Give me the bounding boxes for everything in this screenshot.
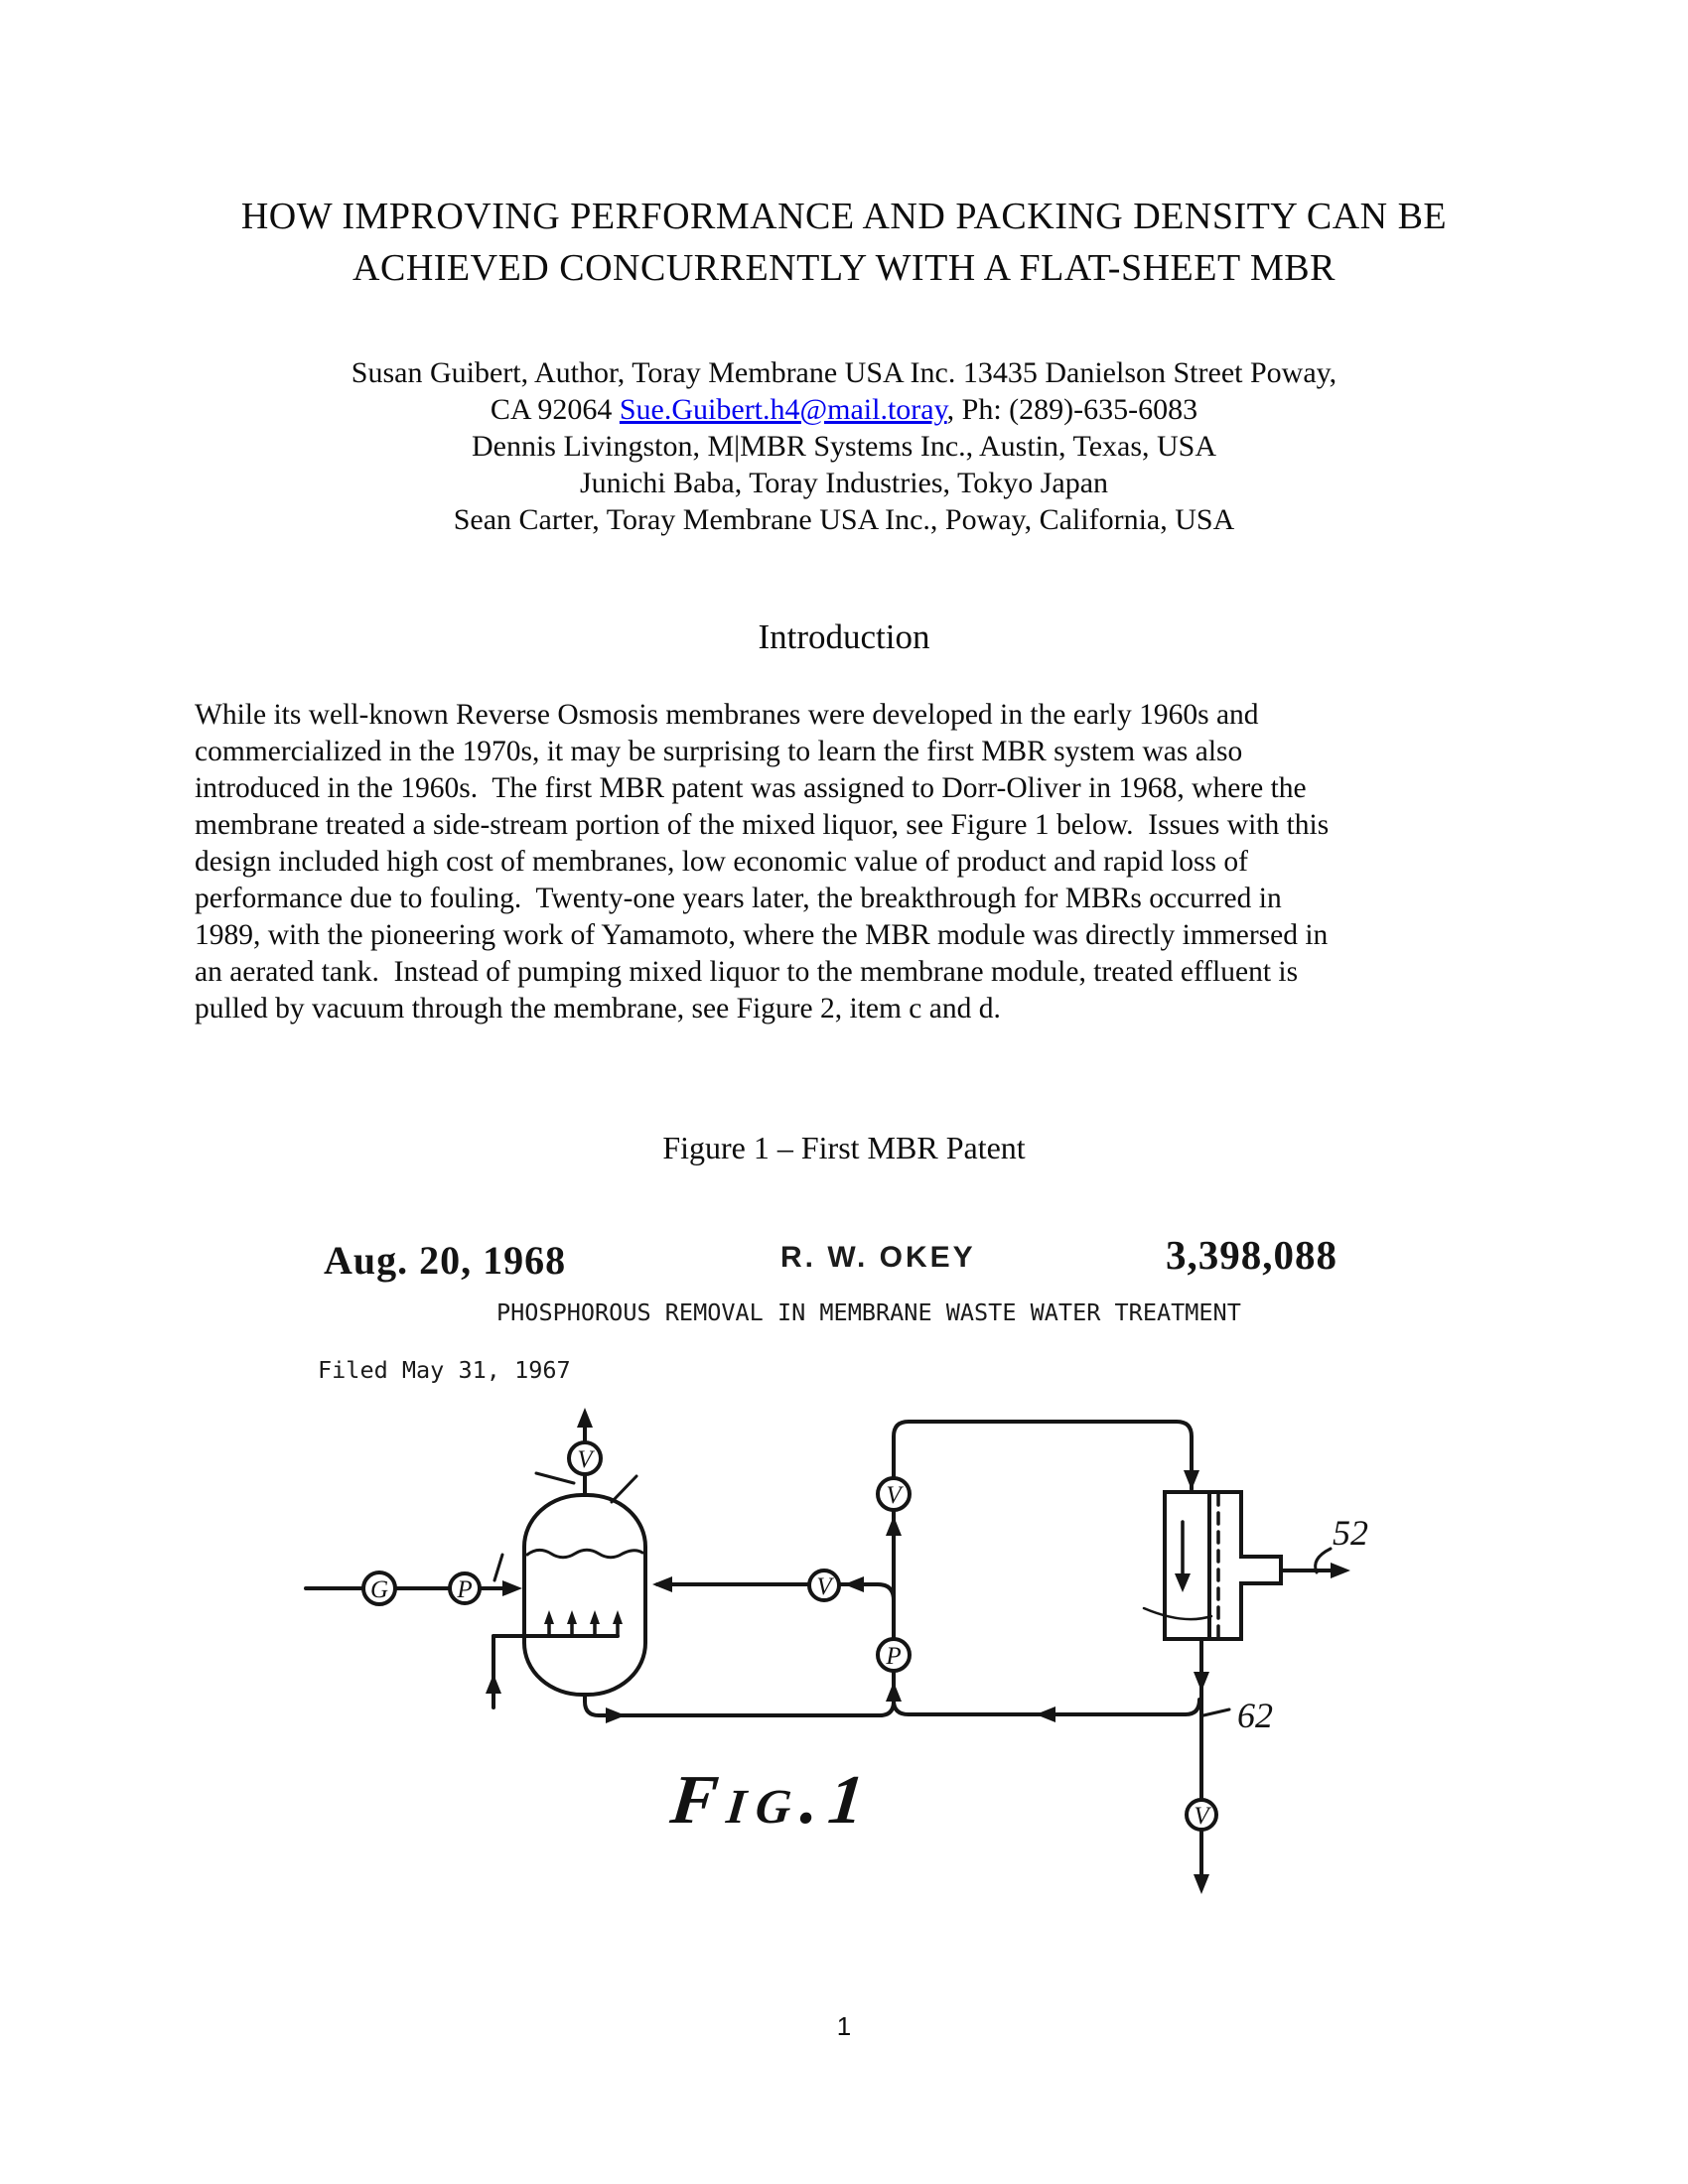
patent-number: 3,398,088 <box>1166 1232 1337 1278</box>
pump-symbol-letter: P <box>457 1576 473 1603</box>
introduction-paragraph <box>195 697 1515 1027</box>
aeration-tank <box>524 1495 645 1695</box>
author-line-4: Junichi Baba, Toray Industries, Tokyo Japan <box>579 467 1109 499</box>
author-line-2-suffix: , Ph: (289)-635-6083 <box>946 393 1198 426</box>
paragraph-line: membrane treated a side-stream portion of the mixed liquor, see Figure 1 below. Issues with this <box>195 809 1330 841</box>
paper-title-line2: ACHIEVED CONCURRENTLY WITH A FLAT-SHEET MBR <box>352 247 1336 289</box>
discharge-arrowhead-mid <box>1194 1672 1209 1692</box>
module-inlet-arrowhead <box>1184 1470 1199 1490</box>
patent-date: Aug. 20, 1968 <box>324 1238 567 1283</box>
vent-arrowhead <box>577 1408 593 1428</box>
riser-loop-line <box>894 1422 1192 1701</box>
ref-62-leader <box>1203 1709 1229 1715</box>
paper-title-line1: HOW IMPROVING PERFORMANCE AND PACKING DENSITY CAN BE <box>240 196 1448 237</box>
branch-arrowhead-tank <box>652 1576 672 1592</box>
tank-outlet-line <box>585 1693 894 1715</box>
ref-52-label: 52 <box>1333 1513 1368 1553</box>
patent-title: PHOSPHOROUS REMOVAL IN MEMBRANE WASTE WATER TREATMENT <box>496 1298 1241 1326</box>
author-line-3: Dennis Livingston, M|MBR Systems Inc., Austin, Texas, USA <box>471 430 1217 463</box>
author-block <box>0 354 1688 538</box>
valve-symbol-letter: V <box>816 1573 832 1600</box>
page-number: 1 <box>836 2011 852 2041</box>
author-line-2-prefix: CA 92064 <box>490 393 620 426</box>
tank-leader-left <box>536 1473 574 1483</box>
paragraph-line: commercialized in the 1970s, it may be surprising to learn the first MBR system was also <box>195 736 1243 767</box>
air-arrowhead <box>486 1674 501 1694</box>
gauge-symbol-letter: G <box>369 1576 389 1603</box>
valve-symbol-letter: V <box>577 1446 593 1473</box>
valve-symbol-letter: V <box>886 1482 902 1509</box>
patent-process-diagram <box>278 1390 1410 1906</box>
valve-symbol-letter: V <box>1194 1803 1209 1830</box>
paragraph-line: introduced in the 1960s. The first MBR patent was assigned to Dorr-Oliver in 1968, where the <box>195 772 1307 804</box>
return-arrowhead <box>1036 1706 1055 1722</box>
permeate-arrowhead <box>1331 1563 1350 1578</box>
paragraph-line: While its well-known Reverse Osmosis membranes were developed in the early 1960s and <box>195 699 1259 731</box>
discharge-arrowhead-end <box>1194 1874 1209 1894</box>
paragraph-line: design included high cost of membranes, low economic value of product and rapid loss of <box>195 846 1248 878</box>
patent-inventor: R. W. OKEY <box>780 1241 976 1274</box>
section-heading-introduction: Introduction <box>758 617 930 656</box>
feed-tick <box>494 1555 502 1580</box>
author-line-5: Sean Carter, Toray Membrane USA Inc., Poway, California, USA <box>453 503 1235 536</box>
ref-62-label: 62 <box>1237 1696 1273 1735</box>
patent-filed-date: Filed May 31, 1967 <box>318 1356 571 1384</box>
riser-arrowhead-lower <box>886 1682 902 1702</box>
riser-arrowhead-upper <box>886 1516 902 1536</box>
paper-title <box>0 191 1688 294</box>
branch-arrowhead-mid <box>844 1576 864 1592</box>
paragraph-line: pulled by vacuum through the membrane, see Figure 2, item c and d. <box>195 993 1001 1024</box>
outlet-arrowhead <box>606 1707 626 1723</box>
tank-leader-right <box>612 1476 636 1502</box>
author-line-2 <box>0 391 1688 428</box>
author-email-link[interactable]: Sue.Guibert.h4@mail.toray <box>619 393 947 426</box>
paragraph-line: performance due to fouling. Twenty-one years later, the breakthrough for MBRs occurred in <box>195 883 1282 914</box>
paragraph-line: an aerated tank. Instead of pumping mixed liquor to the membrane module, treated effluent is <box>195 956 1299 988</box>
pump-symbol-letter: P <box>886 1643 902 1670</box>
fig-1-label: Fig.1 <box>667 1762 878 1839</box>
feed-arrowhead <box>502 1580 522 1596</box>
figure-1-caption: Figure 1 – First MBR Patent <box>662 1130 1026 1165</box>
author-line-1: Susan Guibert, Author, Toray Membrane USA Inc. 13435 Danielson Street Poway, <box>351 356 1337 389</box>
paragraph-line: 1989, with the pioneering work of Yamamoto, where the MBR module was directly immersed in <box>195 919 1329 951</box>
